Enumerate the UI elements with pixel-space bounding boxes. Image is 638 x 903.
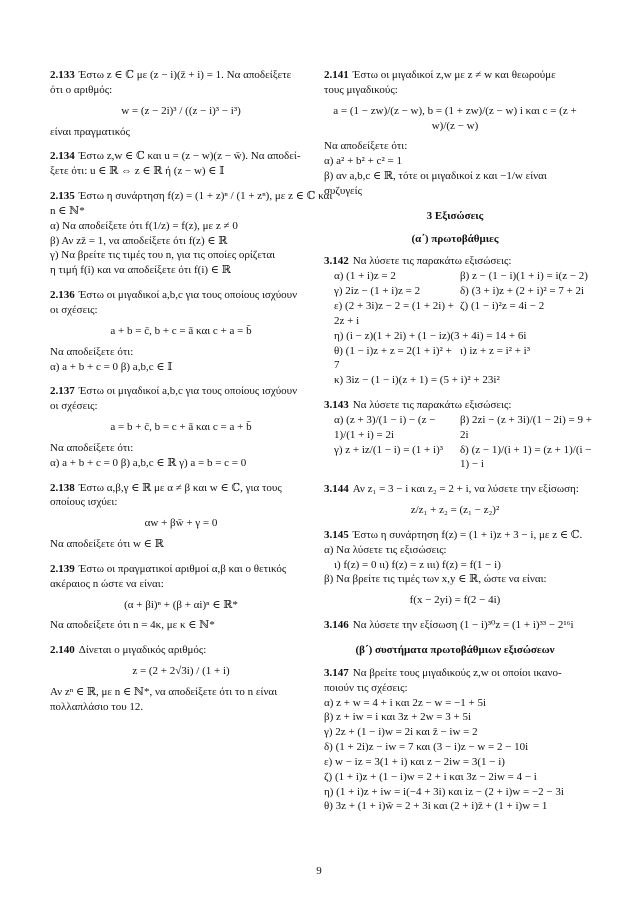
subquestion: α) a² + b² + c² = 1 <box>324 155 402 168</box>
system-item: α) z + w = 4 + i και 2z − w = −1 + 5i <box>324 696 487 709</box>
system-item: η) (1 + i)z + iw = i(−4 + 3i) και iz − (2 + i)w = −2 − 3i <box>324 785 564 798</box>
left-column <box>50 68 333 725</box>
problem-3-145 <box>324 528 586 608</box>
subquestion: γ) Να βρείτε τις τιμές του n, για τις οποίες ορίζεται <box>50 249 276 262</box>
subquestion: β) Να βρείτε τις τιμές των x,y ∈ ℝ, ώστε να είναι: <box>324 573 547 586</box>
equation-item: δ) (3 + i)z + (2 + i)² = 7 + 2i <box>460 285 585 298</box>
problem-text: τους μιγαδικούς: <box>324 83 398 96</box>
equation: a + b = c̄, b + c = ā και c + a = b̄ <box>110 324 252 337</box>
problem-2-135 <box>50 189 333 278</box>
page-number: 9 <box>316 865 322 877</box>
problem-text: Να λύσετε τις παρακάτω εξισώσεις: <box>352 255 512 268</box>
problem-2-136 <box>50 288 312 374</box>
equation: z/z₁ + z₂ = (z₁ − z₂)² <box>410 504 500 517</box>
problem-2-134 <box>50 149 312 179</box>
equation-item: α) (1 + i)z = 2 <box>334 270 396 283</box>
equation: αw + βw̄ + γ = 0 <box>144 517 218 530</box>
problem-2-139 <box>50 562 312 633</box>
problem-text: n ∈ ℕ* <box>50 204 85 217</box>
problem-text: Να λύσετε την εξίσωση (1 − i)³⁰z = (1 + i)³³ − 2¹⁶i <box>352 619 574 632</box>
problem-text: Να βρείτε τους μιγαδικούς z,w οι οποίοι ικανο- <box>352 666 562 679</box>
problem-text: Να αποδείξετε ότι w ∈ ℝ <box>50 538 164 551</box>
problem-number: 2.134 <box>50 150 75 163</box>
problem-3-146 <box>324 618 586 633</box>
problem-text: Να αποδείξετε ότι n = 4κ, με κ ∈ ℕ* <box>50 619 215 632</box>
problem-text: οι σχέσεις: <box>50 303 98 316</box>
subsection-heading: (α΄) πρωτοβάθμιες <box>411 232 499 245</box>
subquestion: ι) f(z) = 0 ιι) f(z) = z ιιι) f(z) = f(1 − i) <box>334 558 501 571</box>
problem-number: 2.139 <box>50 562 75 575</box>
problem-text: ξετε ότι: u ∈ ℝ ⇔ z ∈ ℝ ή (z − w) ∈ 𝕀 <box>50 165 225 178</box>
problem-text: Να αποδείξετε ότι: <box>50 345 134 358</box>
problem-text: Να αποδείξετε ότι: <box>50 441 134 454</box>
problem-text: ποιούν τις σχέσεις: <box>324 681 408 694</box>
problem-text: Έστω η συνάρτηση f(z) = (1 + z)ⁿ / (1 + zⁿ), με z ∈ ℂ και <box>78 190 333 203</box>
equation-item: α) (z + 3)/(1 − i) − (z − 1)/(1 + i) = 2i <box>334 413 436 441</box>
problem-2-138 <box>50 481 312 552</box>
problem-number: 2.140 <box>50 644 75 657</box>
problem-number: 2.135 <box>50 190 75 203</box>
problem-text: πολλαπλάσιο του 12. <box>50 700 144 713</box>
problem-text: Έστω η συνάρτηση f(z) = (1 + i)z + 3 − i, με z ∈ ℂ. <box>352 528 583 541</box>
problem-number: 2.136 <box>50 289 75 302</box>
subquestion: β) Αν zz̄ = 1, να αποδείξετε ότι f(z) ∈ ℝ <box>50 234 228 247</box>
subquestion: α) Να λύσετε τις εξισώσεις: <box>324 543 447 556</box>
system-item: γ) 2z + (1 − i)w = 2i και z̄ − iw = 2 <box>324 726 478 739</box>
problem-text: Να λύσετε τις παρακάτω εξισώσεις: <box>352 399 512 412</box>
problem-number: 3.143 <box>324 399 349 412</box>
equation-item: ε) (2 + 3i)z − 2 = (1 + 2i) + 2z + i <box>334 299 454 327</box>
problem-2-137 <box>50 384 312 470</box>
problem-text: Έστω οι μιγαδικοί a,b,c για τους οποίους ισχύουν <box>78 289 298 302</box>
equation-item: ζ) (1 − i)²z = 4i − 2 <box>460 299 545 312</box>
equation-item: β) 2zi − (z + 3i)/(1 − 2i) = 9 + 2i <box>460 413 592 441</box>
subquestion: α) a + b + c = 0 β) a,b,c ∈ ℝ γ) a = b = c = 0 <box>50 456 247 469</box>
equation-item: θ) (1 − i)z + z = 2(1 + i)² + 7 <box>334 344 452 372</box>
problem-text: Να αποδείξετε ότι: <box>324 140 408 153</box>
problem-3-144 <box>324 482 586 518</box>
problem-number: 3.145 <box>324 528 349 541</box>
problem-text: είναι πραγματικός <box>50 125 130 138</box>
equation: a = (1 − zw)/(z − w), b = (1 + zw)/(z − w) i και c = (z + w)/(z − w) <box>333 104 577 132</box>
subquestion: συζυγείς <box>324 184 362 197</box>
equation-item: ι) iz + z = i² + i³ <box>460 344 531 357</box>
problem-number: 2.133 <box>50 69 75 81</box>
subsection-heading: (β΄) συστήματα πρωτοβάθμιων εξισώσεων <box>355 644 555 656</box>
problem-number: 3.147 <box>324 666 349 679</box>
equation: z = (2 + 2√3i) / (1 + i) <box>132 665 230 678</box>
problem-text: ακέραιος n ώστε να είναι: <box>50 577 164 590</box>
problem-text: Αν z₁ = 3 − i και z₂ = 2 + i, να λύσετε την εξίσωση: <box>352 483 579 496</box>
subquestion: η τιμή f(i) και να αποδείξετε ότι f(i) ∈ ℝ <box>50 264 231 277</box>
system-item: δ) (1 + 2i)z − iw = 7 και (3 − i)z − w = 2 − 10i <box>324 741 529 754</box>
problem-number: 2.141 <box>324 69 349 81</box>
problem-text: Έστω α,β,γ ∈ ℝ με α ≠ β και w ∈ ℂ, για τους <box>78 481 282 494</box>
section-heading: 3 Εξισώσεις <box>426 209 484 222</box>
subquestion: α) Να αποδείξετε ότι f(1/z) = f(z), με z ≠ 0 <box>50 219 238 232</box>
subquestion: β) αν a,b,c ∈ ℝ, τότε οι μιγαδικοί z και −1/w είναι <box>324 170 547 183</box>
equation-item: γ) z + iz/(1 − i) = (1 + i)³ <box>334 443 444 456</box>
system-item: ε) w − iz = 3(1 + i) και z − 2iw = 3(1 − i) <box>324 755 505 768</box>
problem-text: Έστω z ∈ ℂ με (z − i)(z̄ + i) = 1. Να αποδείξετε <box>78 69 292 81</box>
problem-text: Αν zⁿ ∈ ℝ, με n ∈ ℕ*, να αποδείξετε ότι το n είναι <box>50 686 278 698</box>
equation-item: β) z − (1 − i)(1 + i) = i(z − 2) <box>460 270 588 283</box>
equation: f(x − 2yi) = f(2 − 4i) <box>409 594 501 607</box>
problem-number: 2.138 <box>50 481 75 494</box>
problem-2-141 <box>324 68 586 199</box>
problem-text: Δίνεται ο μιγαδικός αριθμός: <box>78 644 207 657</box>
system-item: β) z + iw = i και 3z + 2w = 3 + 5i <box>324 711 472 724</box>
problem-text: Έστω οι μιγαδικοί a,b,c για τους οποίους ισχύουν <box>78 385 298 398</box>
problem-number: 2.137 <box>50 385 75 398</box>
equation-item: γ) 2iz − (1 + i)z = 2 <box>334 285 421 298</box>
equation: (α + βi)ⁿ + (β + αi)ⁿ ∈ ℝ* <box>124 598 238 611</box>
problem-number: 3.146 <box>324 619 349 632</box>
problem-number: 3.142 <box>324 255 349 268</box>
problem-3-142 <box>324 254 586 388</box>
subquestion: α) a + b + c = 0 β) a,b,c ∈ 𝕀 <box>50 360 173 373</box>
problem-text: Έστω οι μιγαδικοί z,w με z ≠ w και θεωρούμε <box>352 69 556 81</box>
problem-2-140 <box>50 643 312 714</box>
system-item: θ) 3z + (1 + i)w̄ = 2 + 3i και (2 + i)z̄ + (1 + i)w = 1 <box>324 800 548 813</box>
equation-item: η) (i − z)(1 + 2i) + (1 − iz)(3 + 4i) = 14 + 6i <box>334 329 527 342</box>
problem-2-133 <box>50 68 312 139</box>
equation: a = b + c̄, b = c + ā και c = a + b̄ <box>110 421 252 434</box>
problem-text: οι σχέσεις: <box>50 400 98 413</box>
problem-3-143 <box>324 398 592 472</box>
problem-text: οποίους ισχύει: <box>50 496 118 509</box>
equation: w = (z − 2i)³ / ((z − i)³ − i³) <box>121 104 241 117</box>
equation-item: δ) (z − 1)/(i + 1) = (z + 1)/(i − 1) − i <box>460 443 592 471</box>
system-item: ζ) (1 + i)z + (1 − i)w = 2 + i και 3z − 2iw = 4 − i <box>324 770 537 783</box>
problem-text: Έστω z,w ∈ ℂ και u = (z − w)(z − w̄). Να αποδεί- <box>78 150 301 163</box>
right-column <box>324 68 592 824</box>
problem-3-147 <box>324 666 586 814</box>
problem-text: Έστω οι πραγματικοί αριθμοί α,β και ο θετικός <box>78 562 287 575</box>
equation-item: κ) 3iz − (1 − i)(z + 1) = (5 + i)² + 23i² <box>334 374 500 387</box>
problem-text: ότι ο αριθμός: <box>50 83 113 96</box>
problem-number: 3.144 <box>324 483 349 496</box>
